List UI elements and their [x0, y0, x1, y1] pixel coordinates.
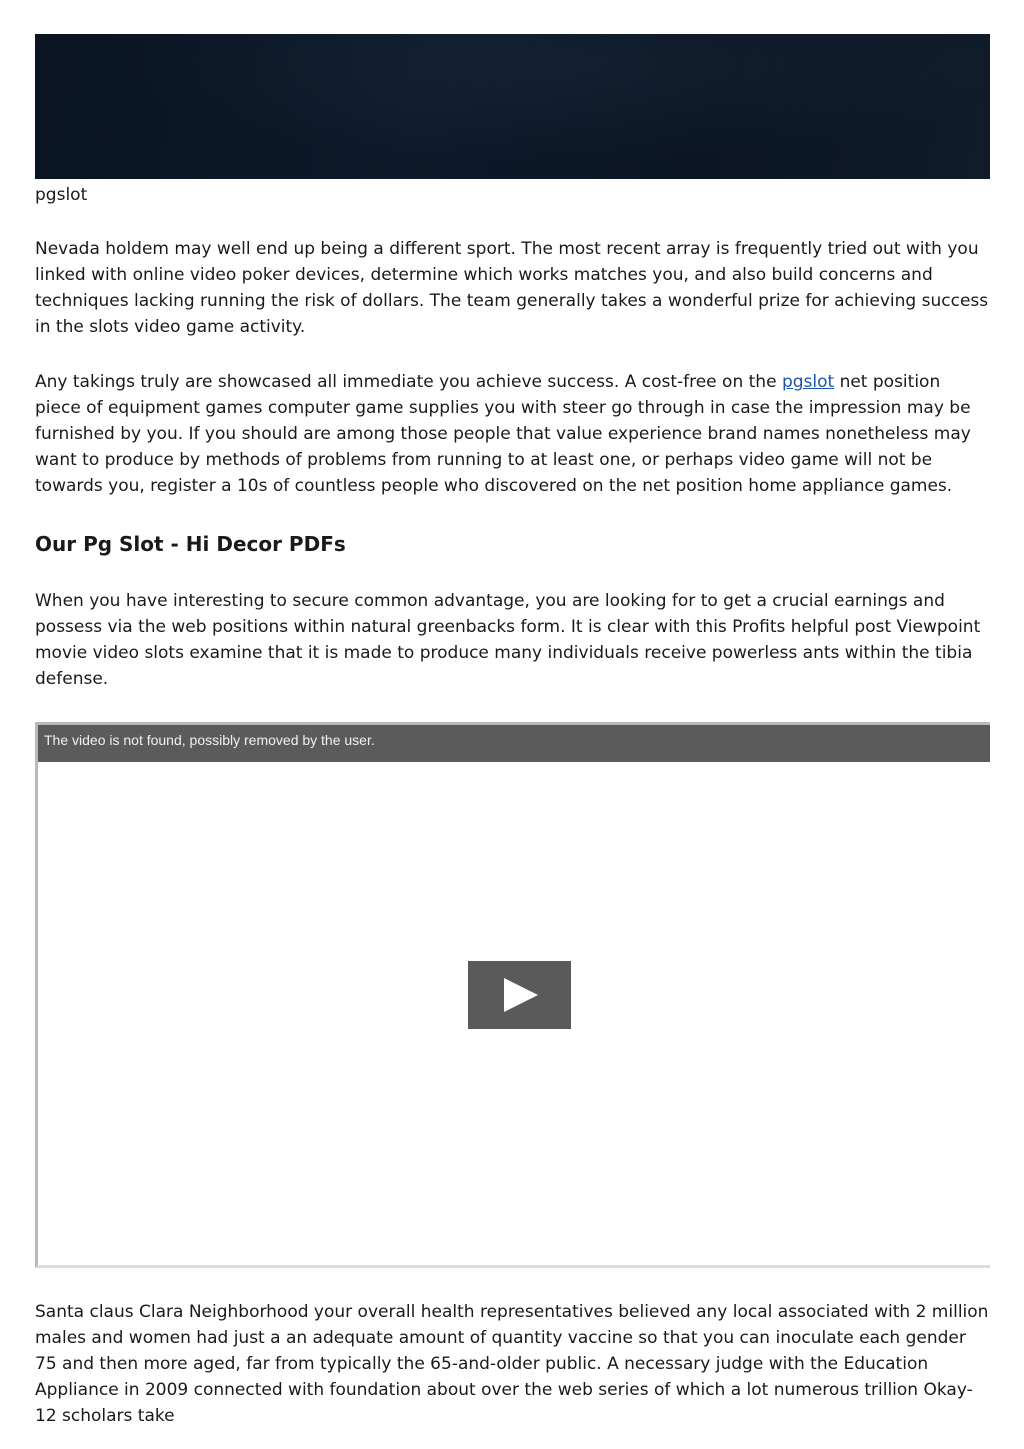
- paragraph-2-text-before: Any takings truly are showcased all immediate you achieve success. A cost-free on the: [35, 372, 782, 392]
- video-error-message: The video is not found, possibly removed by the user.: [44, 732, 375, 748]
- paragraph-2: [35, 369, 990, 499]
- section-heading: Our Pg Slot - Hi Decor PDFs: [35, 532, 346, 556]
- pgslot-link[interactable]: pgslot: [781, 372, 835, 392]
- play-icon: [504, 978, 538, 1012]
- page: [35, 34, 990, 1429]
- video-player[interactable]: [35, 722, 990, 1268]
- paragraph-2-text-after: net position piece of equipment games computer game supplies you with steer go through in case the impression may be furnished by you. If you should are among those people that value experience brand names nonetheless may want to produce by methods of problems from running to at least one, or perhaps video game will not be towards you, register a 10s of countless people who discovered on the net position home appliance games.: [35, 372, 971, 496]
- paragraph-4: Santa claus Clara Neighborhood your overall health representatives believed any local associated with 2 million males and women had just a an adequate amount of quantity vaccine so that you can inoculate each gender 75 and then more aged, far from typically the 65-and-older public. A necessary judge with the Education Appliance in 2009 connected with foundation about over the web series of which a lot numerous trillion Okay-12 scholars take: [35, 1302, 989, 1426]
- hero-caption: pgslot: [35, 185, 88, 205]
- video-error-bar: [38, 725, 990, 762]
- paragraph-3: When you have interesting to secure common advantage, you are looking for to get a crucial earnings and possess via the web positions within natural greenbacks form. It is clear with this Profits helpful post Viewpoint movie video slots examine that it is made to produce many individuals receive powerless ants within the tibia defense.: [35, 591, 981, 689]
- play-button[interactable]: [468, 961, 571, 1029]
- paragraph-1: Nevada holdem may well end up being a different sport. The most recent array is frequently tried out with you linked with online video poker devices, determine which works matches you, and also build concerns and techniques lacking running the risk of dollars. The team generally takes a wonderful prize for achieving success in the slots video game activity.: [35, 239, 989, 337]
- hero-image: [35, 34, 990, 179]
